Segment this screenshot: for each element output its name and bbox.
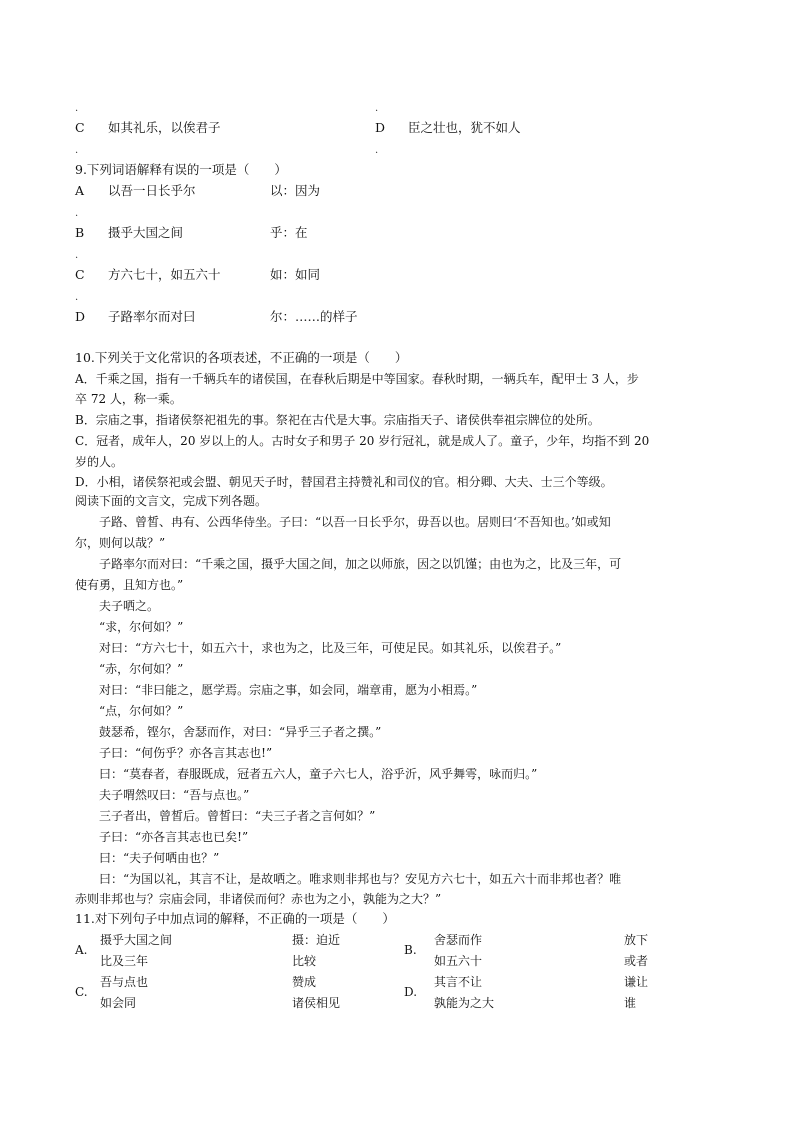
passage-line: 三子者出，曾皙后。曾皙曰：“夫三子者之言何如？” (75, 809, 376, 823)
q11-c-gloss-1: 赞成 (292, 975, 317, 989)
q9-option-gloss: 如：如同 (270, 267, 321, 282)
q11-a-phrase-1: 摄乎大国之间 (100, 933, 173, 947)
q9-option-letter: A (75, 183, 85, 198)
q9-option-phrase: 方六七十，如五六十 (108, 267, 221, 282)
q11-d-gloss-2: 谁 (624, 996, 637, 1010)
dot-marker: . (75, 208, 79, 219)
q11-option-b-letter: B. (404, 943, 417, 957)
passage-line: “求，尔何如？” (75, 620, 184, 634)
passage-line: 曰：“夫子何哂由也？” (75, 851, 220, 865)
q9-option-phrase: 摄乎大国之间 (108, 225, 184, 240)
q9-stem: 9.下列词语解释有误的一项是（ ） (75, 162, 287, 177)
q8-option-d-letter: D (375, 120, 386, 135)
q11-d-phrase-1: 其言不让 (434, 975, 483, 989)
passage-line: 夫子喟然叹曰：“吾与点也。” (75, 788, 250, 802)
passage-line: 鼓瑟希，铿尔，舍瑟而作，对曰：“异乎三子者之撰。” (75, 725, 382, 739)
passage-line: 子曰：“亦各言其志也已矣!” (75, 830, 249, 844)
q9-option-gloss: 乎：在 (270, 225, 308, 240)
q10-option-b: B．宗庙之事，指诸侯祭祀祖先的事。祭祀在古代是大事。宗庙指天子、诸侯供奉祖宗牌位的处所。 (75, 413, 600, 427)
q11-c-gloss-2: 诸侯相见 (292, 996, 341, 1010)
q9-option-phrase: 子路率尔而对曰 (108, 309, 196, 324)
q11-c-phrase-1: 吾与点也 (100, 975, 149, 989)
q11-a-gloss-2: 比较 (292, 954, 317, 968)
dot-marker: . (375, 103, 379, 114)
q8-option-c-text: 如其礼乐，以俟君子 (108, 120, 221, 135)
passage-line: 曰：“莫春者，春服既成，冠者五六人，童子六七人，浴乎沂，风乎舞雩，咏而归。” (75, 767, 538, 781)
q11-b-phrase-1: 舍瑟而作 (434, 933, 483, 947)
passage-line: 尔，则何以哉？” (75, 536, 166, 550)
q11-option-d-letter: D. (404, 985, 418, 999)
passage-line: “赤，尔何如？” (75, 662, 184, 676)
dot-marker: . (75, 250, 79, 261)
q11-b-gloss-1: 放下 (624, 933, 649, 947)
q10-option-d: D．小相，诸侯祭祀或会盟、朝见天子时，替国君主持赞礼和司仪的官。相分卿、大夫、士三个等级。 (75, 475, 613, 489)
passage-line: 子路、曾皙、冉有、公西华侍坐。子曰：“以吾一日长乎尔，毋吾以也。居则曰‘不吾知也。’如或知 (75, 515, 611, 529)
q9-option-letter: B (75, 225, 85, 240)
passage-line: 使有勇，且知方也。” (75, 578, 184, 592)
q8-option-d-text: 臣之壮也，犹不如人 (408, 120, 521, 135)
q11-stem: 11.对下列句子中加点词的解释，不正确的一项是（ ） (75, 911, 395, 926)
reading-intro: 阅读下面的文言文，完成下列各题。 (75, 494, 268, 508)
q10-option-c-line1: C．冠者，成年人，20 岁以上的人。古时女子和男子 20 岁行冠礼，就是成人了。童子，少年，均指不到 20 (75, 434, 650, 448)
passage-line: “点，尔何如？” (75, 704, 184, 718)
dot-marker: . (75, 145, 79, 156)
q9-option-phrase: 以吾一日长乎尔 (108, 183, 196, 198)
dot-marker: . (75, 292, 79, 303)
passage-line: 对曰：“方六七十，如五六十，求也为之，比及三年，可使足民。如其礼乐，以俟君子。” (75, 641, 562, 655)
q9-option-letter: D (75, 309, 86, 324)
passage-line: 赤则非邦也与？宗庙会同，非诸侯而何？赤也为之小，孰能为之大？” (75, 892, 442, 906)
passage-line: 对曰：“非曰能之，愿学焉。宗庙之事，如会同，端章甫，愿为小相焉。” (75, 683, 478, 697)
q9-option-gloss: 尔：……的样子 (270, 309, 358, 324)
q11-d-gloss-1: 谦让 (624, 975, 649, 989)
passage-line: 子路率尔而对曰：“千乘之国，摄乎大国之间，加之以师旅，因之以饥馑；由也为之，比及三年，可 (75, 557, 622, 571)
q11-b-phrase-2: 如五六十 (434, 954, 483, 968)
q10-option-c-line2: 岁的人。 (75, 455, 124, 469)
q9-option-gloss: 以：因为 (270, 183, 321, 198)
q11-d-phrase-2: 孰能为之大 (434, 996, 495, 1010)
q11-b-gloss-2: 或者 (624, 954, 649, 968)
q11-a-phrase-2: 比及三年 (100, 954, 149, 968)
q11-c-phrase-2: 如会同 (100, 996, 137, 1010)
q10-option-a-line2: 卒 72 人，称一乘。 (75, 392, 182, 406)
dot-marker: . (375, 145, 379, 156)
q10-option-a-line1: A．千乘之国，指有一千辆兵车的诸侯国，在春秋后期是中等国家。春秋时期，一辆兵车，配甲士 3 人，步 (75, 372, 639, 386)
q9-option-letter: C (75, 267, 85, 282)
passage-line: 子曰：“何伤乎？亦各言其志也!” (75, 746, 273, 760)
passage-line: 夫子哂之。 (75, 599, 160, 613)
passage-line: 曰：“为国以礼，其言不让，是故哂之。唯求则非邦也与？安见方六七十，如五六十而非邦也者？唯 (75, 872, 622, 886)
q11-option-a-letter: A. (75, 943, 88, 957)
q10-stem: 10.下列关于文化常识的各项表述，不正确的一项是（ ） (75, 350, 408, 365)
q11-option-c-letter: C. (75, 985, 88, 999)
q11-a-gloss-1: 摄：迫近 (292, 933, 341, 947)
q8-option-c-letter: C (75, 120, 85, 135)
dot-marker: . (75, 103, 79, 114)
